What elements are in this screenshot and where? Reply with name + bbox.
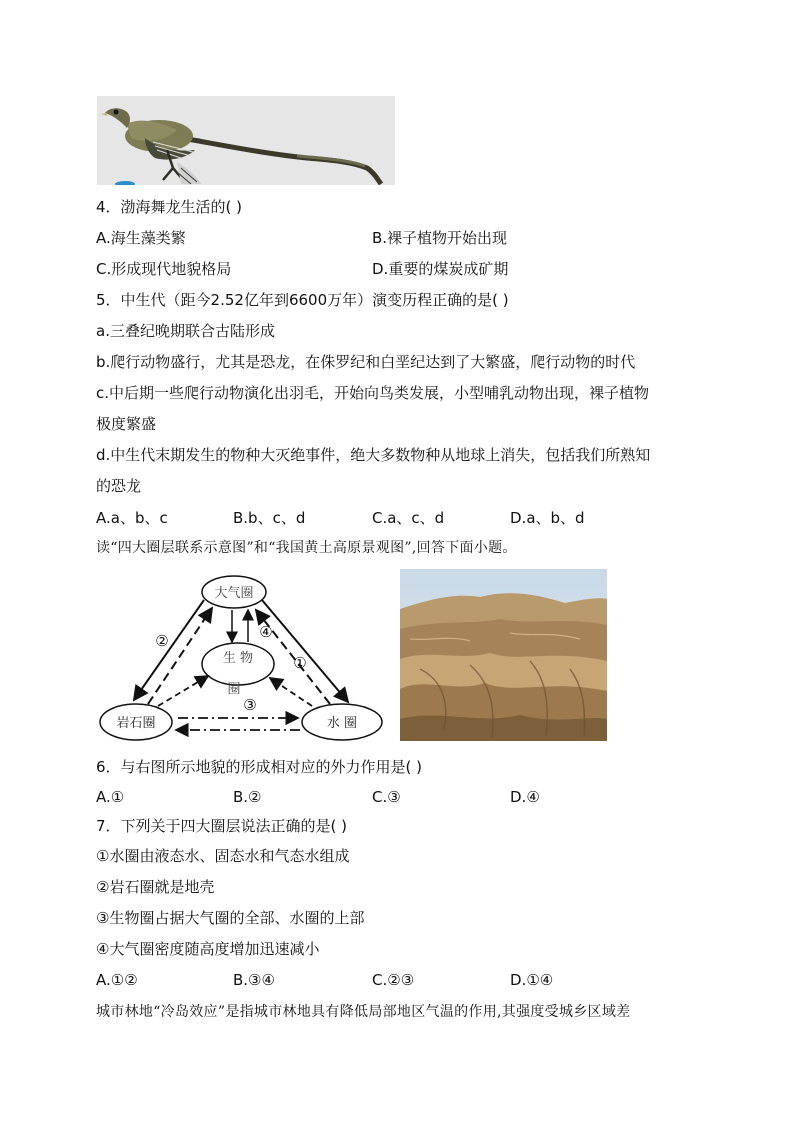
q7-option-a: A.①② (96, 971, 138, 989)
intro-next: 城市林地“冷岛效应”是指城市林地具有降低局部地区气温的作用,其强度受城乡区域差 (96, 1004, 631, 1020)
marker-2: ② (155, 632, 169, 650)
q4-option-d: D.重要的煤炭成矿期 (372, 260, 509, 278)
four-spheres-diagram (96, 570, 392, 746)
loess-plateau-photo (400, 569, 607, 741)
q5-statement-d-cont: 的恐龙 (96, 477, 142, 495)
intro-6-7: 读“四大圈层联系示意图”和“我国黄土高原景观图”,回答下面小题。 (96, 540, 517, 556)
dinosaur-illustration (97, 96, 395, 185)
marker-1: ① (293, 654, 307, 672)
q6-option-d: D.④ (510, 788, 540, 806)
q7-stem: 7．下列关于四大圈层说法正确的是( ) (96, 817, 348, 835)
q6-stem: 6．与右图所示地貌的形成相对应的外力作用是( ) (96, 758, 423, 776)
q5-statement-d: d.中生代末期发生的物种大灭绝事件，绝大多数物种从地球上消失，包括我们所熟知 (96, 446, 651, 464)
q5-statement-c-cont: 极度繁盛 (96, 415, 157, 433)
q5-stem: 5．中生代（距今2.52亿年到6600万年）演变历程正确的是( ) (96, 291, 509, 309)
q7-option-d: D.①④ (510, 971, 554, 989)
q6-option-a: A.① (96, 788, 125, 806)
node-hydrosphere: 水 圈 (326, 716, 358, 731)
q7-option-c: C.②③ (372, 971, 415, 989)
node-lithosphere: 岩石圈 (116, 716, 156, 731)
q4-stem: 4．渤海舞龙生活的( ) (96, 198, 243, 216)
marker-4: ④ (259, 623, 273, 641)
q7-statement-2: ②岩石圈就是地壳 (96, 878, 215, 896)
q5-option-b: B.b、c、d (233, 509, 306, 527)
q5-option-c: C.a、c、d (372, 509, 445, 527)
q7-statement-4: ④大气圈密度随高度增加迅速减小 (96, 940, 320, 958)
q4-option-a: A.海生藻类繁 (96, 229, 186, 247)
node-atmosphere: 大气圈 (214, 586, 254, 601)
marker-3: ③ (243, 696, 257, 714)
q7-option-b: B.③④ (233, 971, 275, 989)
q6-option-c: C.③ (372, 788, 401, 806)
q5-option-d: D.a、b、d (510, 509, 585, 527)
q4-option-b: B.裸子植物开始出现 (372, 229, 508, 247)
q6-option-b: B.② (233, 788, 262, 806)
q5-option-a: A.a、b、c (96, 509, 168, 527)
q4-option-c: C.形成现代地貌格局 (96, 260, 232, 278)
node-biosphere-line2: 圈 (227, 682, 241, 697)
q5-statement-c: c.中后期一些爬行动物演化出羽毛，开始向鸟类发展，小型哺乳动物出现，裸子植物 (96, 384, 650, 402)
q7-statement-1: ①水圈由液态水、固态水和气态水组成 (96, 847, 350, 865)
node-biosphere-line1: 生 物 (222, 651, 254, 666)
q5-statement-b: b.爬行动物盛行，尤其是恐龙，在侏罗纪和白垩纪达到了大繁盛，爬行动物的时代 (96, 353, 636, 371)
q5-statement-a: a.三叠纪晚期联合古陆形成 (96, 322, 275, 340)
q7-statement-3: ③生物圈占据大气圈的全部、水圈的上部 (96, 909, 365, 927)
